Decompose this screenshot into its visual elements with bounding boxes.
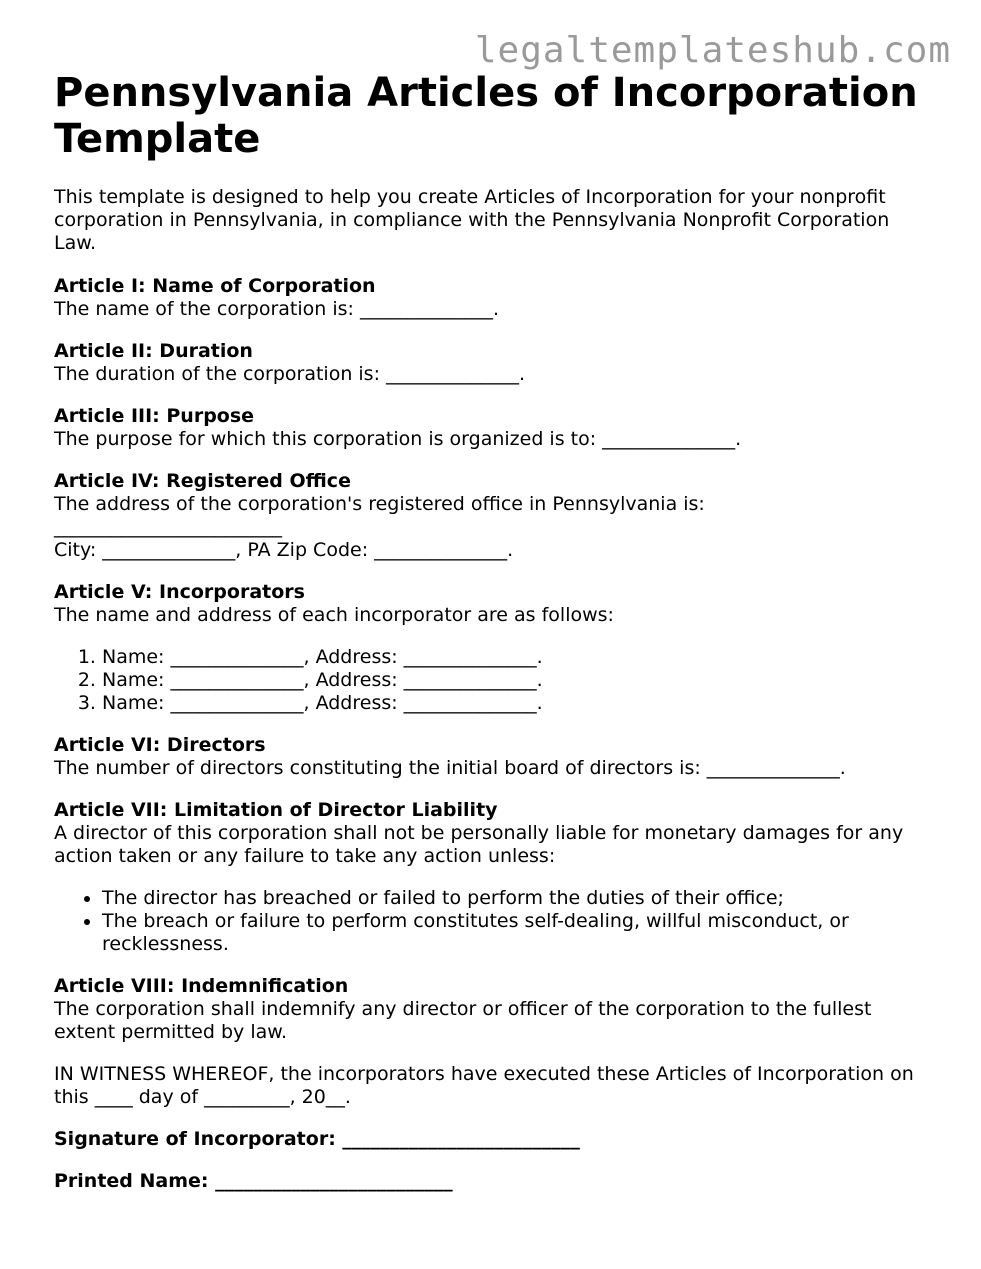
printed-name-line <box>54 1170 934 1193</box>
printed-name-label: Printed Name: <box>54 1170 209 1192</box>
signature-label: Signature of Incorporator: <box>54 1128 336 1150</box>
article-heading: Article III: Purpose <box>54 405 255 427</box>
article-heading: Article VI: Directors <box>54 734 266 756</box>
article-5 <box>54 581 934 715</box>
signature-blank: _________________________ <box>342 1128 580 1150</box>
witness-clause: IN WITNESS WHEREOF, the incorporators have executed these Articles of Incorporation on this ____ day of _________, 20__. <box>54 1063 914 1108</box>
article-text: A director of this corporation shall not be personally liable for monetary damages for any action taken or any failure to take any action unless: <box>54 822 904 867</box>
city-zip-line: City: ______________, PA Zip Code: ______________. <box>54 539 514 561</box>
article-heading: Article VII: Limitation of Director Liability <box>54 799 498 821</box>
intro-paragraph: This template is designed to help you create Articles of Incorporation for your nonprofit corporation in Pennsylvania, in compliance with the Pennsylvania Nonprofit Corporation Law. <box>54 186 890 254</box>
article-8 <box>54 975 934 1044</box>
article-4 <box>54 470 934 562</box>
list-item: • The breach or failure to perform constitutes self-dealing, willful misconduct, or recklessness. <box>102 910 934 956</box>
article-text: The name and address of each incorporator are as follows: <box>54 604 614 626</box>
printed-name-blank: _________________________ <box>215 1170 453 1192</box>
article-2 <box>54 340 934 386</box>
article-text: The name of the corporation is: ______________. <box>54 298 499 320</box>
signature-line <box>54 1128 934 1151</box>
article-text: The duration of the corporation is: ______________. <box>54 363 526 385</box>
list-item: 3. Name: ______________, Address: ______________. <box>102 692 934 715</box>
document-title: Pennsylvania Articles of Incorporation Template <box>54 70 918 162</box>
list-item: • The director has breached or failed to perform the duties of their office; <box>102 887 934 910</box>
liability-conditions-list <box>54 887 934 956</box>
article-heading: Article IV: Registered Office <box>54 470 351 492</box>
article-text: The number of directors constituting the initial board of directors is: ______________. <box>54 757 846 779</box>
document-body <box>54 70 934 1212</box>
article-heading: Article II: Duration <box>54 340 253 362</box>
watermark: legaltemplateshub.com <box>474 30 951 71</box>
article-text: The purpose for which this corporation is organized is to: ______________. <box>54 428 742 450</box>
article-heading: Article V: Incorporators <box>54 581 305 603</box>
article-heading: Article VIII: Indemnification <box>54 975 349 997</box>
article-text: The address of the corporation's registered office in Pennsylvania is: <box>54 493 705 515</box>
list-item: 2. Name: ______________, Address: ______________. <box>102 669 934 692</box>
article-6 <box>54 734 934 780</box>
article-7 <box>54 799 934 956</box>
article-text: The corporation shall indemnify any director or officer of the corporation to the fullest extent permitted by law. <box>54 998 872 1043</box>
article-1 <box>54 275 934 321</box>
article-3 <box>54 405 934 451</box>
incorporator-list <box>54 646 934 715</box>
article-heading: Article I: Name of Corporation <box>54 275 376 297</box>
list-item: 1. Name: ______________, Address: ______________. <box>102 646 934 669</box>
address-line-blank: ________________________ <box>54 516 282 538</box>
